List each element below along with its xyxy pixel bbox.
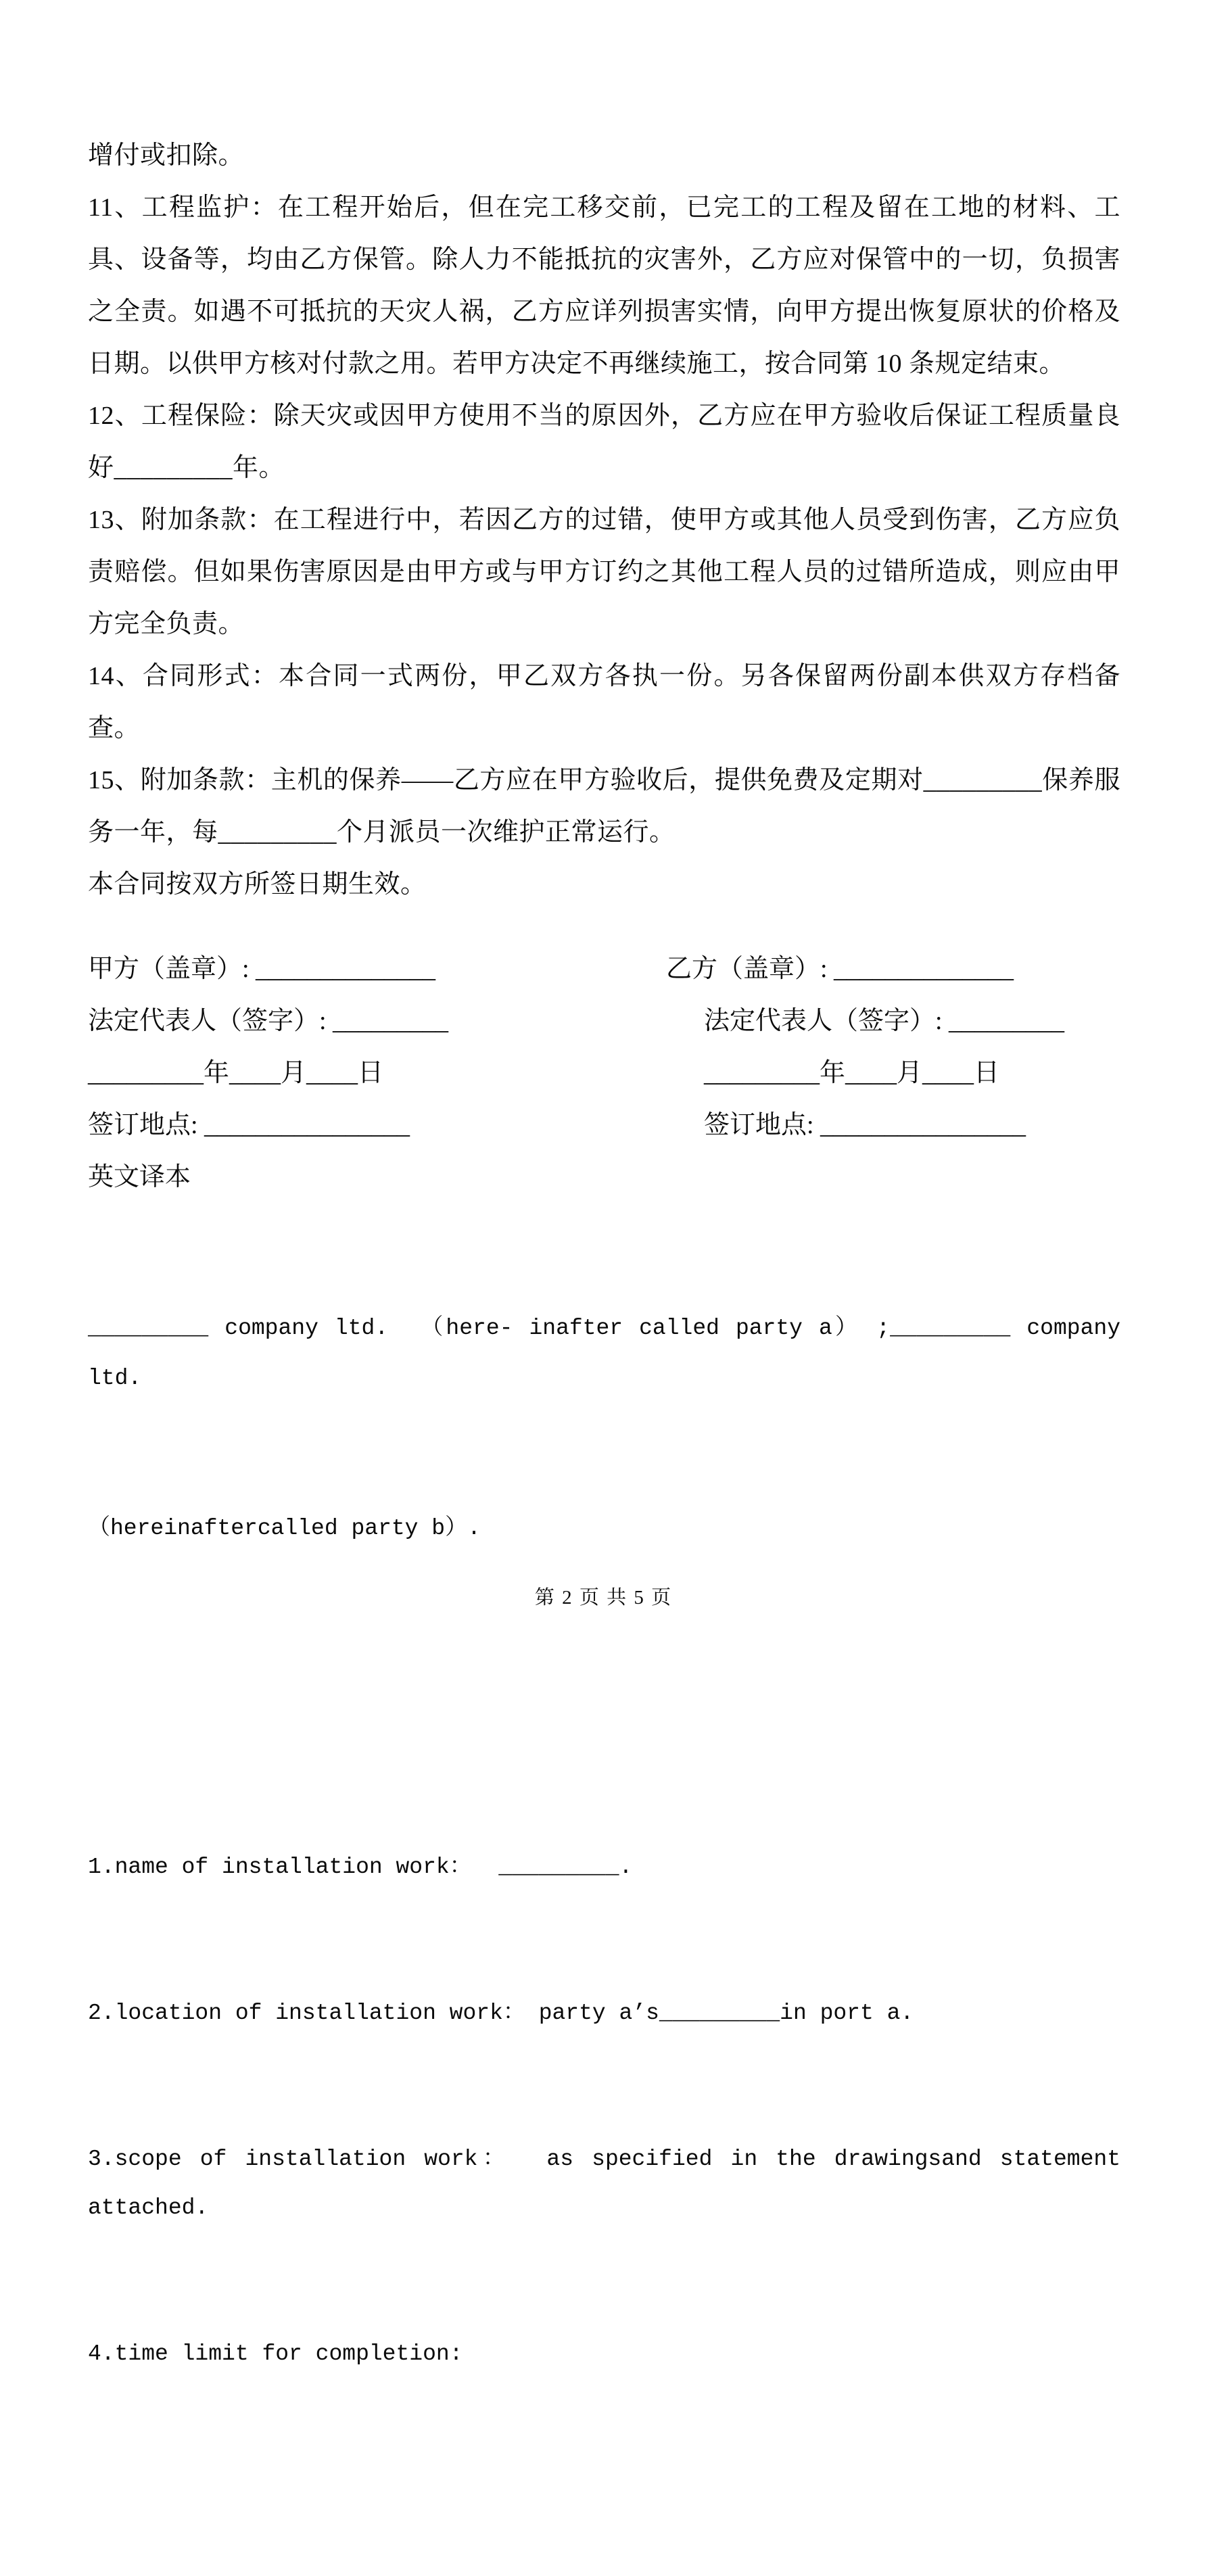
english-items-list — [88, 1746, 1134, 2476]
party-b-seal-line: 乙方（盖章）: ______________ — [666, 955, 1014, 983]
page-number-footer: 第 2 页 共 5 页 — [534, 1587, 673, 1608]
signature-block — [88, 943, 1120, 1151]
clause-continuation: 增付或扣除。 — [88, 141, 245, 170]
party-a-seal-line: 甲方（盖章）: ______________ — [88, 955, 436, 983]
clause-12-project-insurance: 12、工程保险：除天灾或因甲方使用不当的原因外，乙方应在甲方验收后保证工程质量良好_________年。 — [88, 402, 1120, 482]
english-item-4-time-limit: 4.time limit for completion: — [88, 2341, 463, 2366]
english-item-3-scope-of-work: 3.scope of installation work： as specified in the drawingsand statement attached. — [88, 2147, 1134, 2220]
effective-date-statement: 本合同按双方所签日期生效。 — [88, 870, 427, 899]
page-content — [88, 130, 1134, 2576]
english-version-heading: 英文译本 — [88, 1163, 191, 1191]
party-a-signing-place-line: 签订地点: ________________ — [88, 1111, 410, 1139]
party-a-representative-line: 法定代表人（签字）: _________ — [88, 1007, 449, 1035]
clause-13-additional-terms-injury: 13、附加条款：在工程进行中，若因乙方的过错，使甲方或其他人员受到伤害，乙方应负责赔偿。但如果伤害原因是由甲方或与甲方订约之其他工程人员的过错所造成，则应由甲方完全负责。 — [88, 506, 1120, 638]
party-b-signing-place-line: 签订地点: ________________ — [704, 1111, 1026, 1139]
clause-15-additional-terms-maintenance: 15、附加条款：主机的保养——乙方应在甲方验收后，提供免费及定期对_________保养服务一年，每_________个月派员一次维护正常运行。 — [88, 766, 1120, 846]
english-item-1-name-of-work: 1.name of installation work： _________. — [88, 1855, 633, 1880]
party-b-representative-line: 法定代表人（签字）: _________ — [704, 1007, 1065, 1035]
english-parties-intro-line-1: _________ company ltd. （here- inafter called party a） ;_________ company ltd. — [88, 1316, 1134, 1391]
party-a-date-line: _________年____月____日 — [88, 1059, 384, 1087]
english-parties-intro-line-2: （hereinaftercalled party b）. — [88, 1516, 481, 1541]
party-b-date-line: _________年____月____日 — [704, 1059, 1000, 1087]
clause-11-project-custody: 11、工程监护：在工程开始后，但在完工移交前，已完工的工程及留在工地的材料、工具、设备等，均由乙方保管。除人力不能抵抗的灾害外，乙方应对保管中的一切，负损害之全责。如遇不可抵抗的天灾人祸，乙方应详列损害实情，向甲方提出恢复原状的价格及日期。以供甲方核对付款之用。若甲方决定不再继续施工，按合同第 10 条规定结束。 — [88, 193, 1120, 378]
english-item-2-location-of-work: 2.location of installation work： party a’s_________in port a. — [88, 2001, 914, 2026]
english-translation-section — [88, 1203, 1134, 2576]
clause-14-contract-form: 14、合同形式：本合同一式两份，甲乙双方各执一份。另各保留两份副本供双方存档备查。 — [88, 662, 1120, 742]
